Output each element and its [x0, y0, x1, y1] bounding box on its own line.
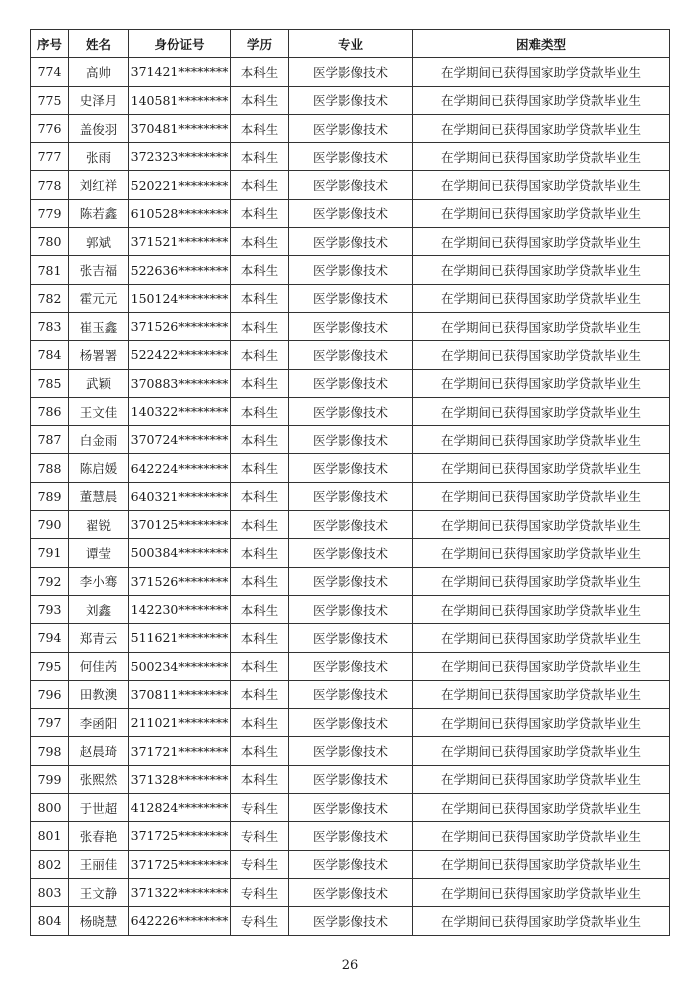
- cell-name: 刘红祥: [69, 171, 129, 199]
- cell-index: 781: [31, 256, 69, 284]
- cell-education: 专科生: [231, 850, 289, 878]
- cell-name: 高帅: [69, 58, 129, 86]
- cell-major: 医学影像技术: [289, 58, 413, 86]
- table-row: [31, 907, 670, 935]
- cell-name: 白金雨: [69, 426, 129, 454]
- header-id-number: 身份证号: [129, 30, 231, 58]
- cell-education: 本科生: [231, 58, 289, 86]
- table-row: [31, 312, 670, 340]
- table-row: [31, 284, 670, 312]
- cell-difficulty-type: 在学期间已获得国家助学贷款毕业生: [413, 567, 670, 595]
- cell-major: 医学影像技术: [289, 171, 413, 199]
- table-row: [31, 199, 670, 227]
- cell-id-number: 642226********: [129, 907, 231, 935]
- cell-id-number: 371421********: [129, 58, 231, 86]
- cell-education: 本科生: [231, 511, 289, 539]
- cell-major: 医学影像技术: [289, 652, 413, 680]
- cell-index: 795: [31, 652, 69, 680]
- cell-difficulty-type: 在学期间已获得国家助学贷款毕业生: [413, 709, 670, 737]
- cell-index: 787: [31, 426, 69, 454]
- cell-difficulty-type: 在学期间已获得国家助学贷款毕业生: [413, 426, 670, 454]
- cell-major: 医学影像技术: [289, 595, 413, 623]
- cell-name: 杨署署: [69, 341, 129, 369]
- table-row: [31, 737, 670, 765]
- cell-index: 798: [31, 737, 69, 765]
- header-row: [31, 30, 670, 58]
- cell-education: 专科生: [231, 878, 289, 906]
- cell-education: 本科生: [231, 454, 289, 482]
- cell-id-number: 371521********: [129, 228, 231, 256]
- cell-difficulty-type: 在学期间已获得国家助学贷款毕业生: [413, 341, 670, 369]
- cell-major: 医学影像技术: [289, 765, 413, 793]
- cell-major: 医学影像技术: [289, 199, 413, 227]
- table-body: [31, 58, 670, 935]
- cell-major: 医学影像技术: [289, 680, 413, 708]
- cell-education: 本科生: [231, 595, 289, 623]
- cell-education: 本科生: [231, 426, 289, 454]
- cell-id-number: 500384********: [129, 539, 231, 567]
- table-row: [31, 369, 670, 397]
- cell-difficulty-type: 在学期间已获得国家助学贷款毕业生: [413, 312, 670, 340]
- cell-difficulty-type: 在学期间已获得国家助学贷款毕业生: [413, 850, 670, 878]
- cell-difficulty-type: 在学期间已获得国家助学贷款毕业生: [413, 228, 670, 256]
- cell-id-number: 370724********: [129, 426, 231, 454]
- cell-name: 崔玉鑫: [69, 312, 129, 340]
- cell-name: 王文佳: [69, 397, 129, 425]
- table-row: [31, 765, 670, 793]
- cell-id-number: 500234********: [129, 652, 231, 680]
- cell-major: 医学影像技术: [289, 539, 413, 567]
- cell-index: 792: [31, 567, 69, 595]
- table-row: [31, 426, 670, 454]
- cell-name: 霍元元: [69, 284, 129, 312]
- cell-index: 786: [31, 397, 69, 425]
- table-row: [31, 850, 670, 878]
- header-index: 序号: [31, 30, 69, 58]
- cell-major: 医学影像技术: [289, 114, 413, 142]
- table-row: [31, 794, 670, 822]
- cell-major: 医学影像技术: [289, 850, 413, 878]
- cell-id-number: 372323********: [129, 143, 231, 171]
- cell-id-number: 370811********: [129, 680, 231, 708]
- table-row: [31, 822, 670, 850]
- table-row: [31, 709, 670, 737]
- cell-name: 谭莹: [69, 539, 129, 567]
- table-row: [31, 652, 670, 680]
- cell-education: 专科生: [231, 907, 289, 935]
- cell-education: 本科生: [231, 284, 289, 312]
- cell-name: 武颖: [69, 369, 129, 397]
- cell-education: 本科生: [231, 539, 289, 567]
- cell-education: 专科生: [231, 794, 289, 822]
- student-roster-table: [30, 29, 670, 936]
- cell-difficulty-type: 在学期间已获得国家助学贷款毕业生: [413, 595, 670, 623]
- cell-difficulty-type: 在学期间已获得国家助学贷款毕业生: [413, 624, 670, 652]
- cell-difficulty-type: 在学期间已获得国家助学贷款毕业生: [413, 454, 670, 482]
- cell-name: 盖俊羽: [69, 114, 129, 142]
- cell-id-number: 370125********: [129, 511, 231, 539]
- cell-difficulty-type: 在学期间已获得国家助学贷款毕业生: [413, 114, 670, 142]
- cell-name: 董慧晨: [69, 482, 129, 510]
- cell-difficulty-type: 在学期间已获得国家助学贷款毕业生: [413, 199, 670, 227]
- cell-id-number: 371526********: [129, 567, 231, 595]
- cell-id-number: 371725********: [129, 850, 231, 878]
- cell-index: 774: [31, 58, 69, 86]
- cell-major: 医学影像技术: [289, 397, 413, 425]
- cell-education: 本科生: [231, 709, 289, 737]
- table-row: [31, 143, 670, 171]
- cell-difficulty-type: 在学期间已获得国家助学贷款毕业生: [413, 256, 670, 284]
- cell-education: 本科生: [231, 765, 289, 793]
- table-row: [31, 397, 670, 425]
- cell-education: 本科生: [231, 482, 289, 510]
- cell-major: 医学影像技术: [289, 907, 413, 935]
- cell-id-number: 211021********: [129, 709, 231, 737]
- table-row: [31, 171, 670, 199]
- cell-id-number: 371725********: [129, 822, 231, 850]
- cell-index: 776: [31, 114, 69, 142]
- cell-id-number: 371322********: [129, 878, 231, 906]
- cell-education: 本科生: [231, 341, 289, 369]
- cell-index: 790: [31, 511, 69, 539]
- cell-name: 李函阳: [69, 709, 129, 737]
- table-row: [31, 680, 670, 708]
- cell-education: 本科生: [231, 567, 289, 595]
- cell-id-number: 370883********: [129, 369, 231, 397]
- cell-name: 王文静: [69, 878, 129, 906]
- cell-index: 796: [31, 680, 69, 708]
- cell-index: 785: [31, 369, 69, 397]
- cell-index: 794: [31, 624, 69, 652]
- cell-name: 赵晨琦: [69, 737, 129, 765]
- cell-id-number: 412824********: [129, 794, 231, 822]
- cell-major: 医学影像技术: [289, 624, 413, 652]
- cell-index: 799: [31, 765, 69, 793]
- table-row: [31, 482, 670, 510]
- cell-index: 783: [31, 312, 69, 340]
- cell-name: 杨晓慧: [69, 907, 129, 935]
- cell-difficulty-type: 在学期间已获得国家助学贷款毕业生: [413, 397, 670, 425]
- cell-difficulty-type: 在学期间已获得国家助学贷款毕业生: [413, 539, 670, 567]
- cell-index: 777: [31, 143, 69, 171]
- table-row: [31, 454, 670, 482]
- cell-difficulty-type: 在学期间已获得国家助学贷款毕业生: [413, 765, 670, 793]
- cell-major: 医学影像技术: [289, 454, 413, 482]
- table-row: [31, 567, 670, 595]
- cell-education: 专科生: [231, 822, 289, 850]
- header-major: 专业: [289, 30, 413, 58]
- table-row: [31, 624, 670, 652]
- cell-name: 翟锐: [69, 511, 129, 539]
- cell-index: 784: [31, 341, 69, 369]
- cell-index: 791: [31, 539, 69, 567]
- cell-education: 本科生: [231, 228, 289, 256]
- cell-id-number: 150124********: [129, 284, 231, 312]
- cell-id-number: 642224********: [129, 454, 231, 482]
- cell-major: 医学影像技术: [289, 737, 413, 765]
- table-row: [31, 878, 670, 906]
- cell-difficulty-type: 在学期间已获得国家助学贷款毕业生: [413, 143, 670, 171]
- cell-index: 779: [31, 199, 69, 227]
- cell-index: 804: [31, 907, 69, 935]
- cell-name: 张吉福: [69, 256, 129, 284]
- cell-index: 801: [31, 822, 69, 850]
- header-name: 姓名: [69, 30, 129, 58]
- cell-id-number: 520221********: [129, 171, 231, 199]
- cell-name: 陈启媛: [69, 454, 129, 482]
- cell-difficulty-type: 在学期间已获得国家助学贷款毕业生: [413, 794, 670, 822]
- cell-id-number: 370481********: [129, 114, 231, 142]
- cell-major: 医学影像技术: [289, 794, 413, 822]
- cell-major: 医学影像技术: [289, 143, 413, 171]
- cell-name: 张熙然: [69, 765, 129, 793]
- cell-major: 医学影像技术: [289, 878, 413, 906]
- cell-id-number: 511621********: [129, 624, 231, 652]
- cell-major: 医学影像技术: [289, 822, 413, 850]
- cell-major: 医学影像技术: [289, 86, 413, 114]
- cell-name: 郑青云: [69, 624, 129, 652]
- cell-education: 本科生: [231, 652, 289, 680]
- cell-major: 医学影像技术: [289, 256, 413, 284]
- cell-education: 本科生: [231, 171, 289, 199]
- cell-index: 803: [31, 878, 69, 906]
- cell-name: 史泽月: [69, 86, 129, 114]
- cell-name: 刘鑫: [69, 595, 129, 623]
- cell-name: 张春艳: [69, 822, 129, 850]
- cell-major: 医学影像技术: [289, 284, 413, 312]
- cell-index: 802: [31, 850, 69, 878]
- cell-education: 本科生: [231, 737, 289, 765]
- table-row: [31, 228, 670, 256]
- cell-name: 王丽佳: [69, 850, 129, 878]
- cell-name: 张雨: [69, 143, 129, 171]
- cell-index: 793: [31, 595, 69, 623]
- cell-education: 本科生: [231, 199, 289, 227]
- cell-education: 本科生: [231, 86, 289, 114]
- cell-name: 陈若鑫: [69, 199, 129, 227]
- cell-major: 医学影像技术: [289, 369, 413, 397]
- cell-id-number: 142230********: [129, 595, 231, 623]
- cell-difficulty-type: 在学期间已获得国家助学贷款毕业生: [413, 878, 670, 906]
- cell-name: 何佳芮: [69, 652, 129, 680]
- cell-education: 本科生: [231, 624, 289, 652]
- cell-difficulty-type: 在学期间已获得国家助学贷款毕业生: [413, 482, 670, 510]
- cell-education: 本科生: [231, 256, 289, 284]
- cell-id-number: 371328********: [129, 765, 231, 793]
- cell-index: 775: [31, 86, 69, 114]
- cell-difficulty-type: 在学期间已获得国家助学贷款毕业生: [413, 680, 670, 708]
- cell-id-number: 610528********: [129, 199, 231, 227]
- cell-education: 本科生: [231, 312, 289, 340]
- cell-education: 本科生: [231, 369, 289, 397]
- cell-index: 778: [31, 171, 69, 199]
- table-row: [31, 539, 670, 567]
- cell-difficulty-type: 在学期间已获得国家助学贷款毕业生: [413, 369, 670, 397]
- cell-difficulty-type: 在学期间已获得国家助学贷款毕业生: [413, 737, 670, 765]
- cell-education: 本科生: [231, 143, 289, 171]
- cell-name: 郭斌: [69, 228, 129, 256]
- table-row: [31, 595, 670, 623]
- cell-education: 本科生: [231, 114, 289, 142]
- cell-difficulty-type: 在学期间已获得国家助学贷款毕业生: [413, 171, 670, 199]
- cell-major: 医学影像技术: [289, 426, 413, 454]
- cell-difficulty-type: 在学期间已获得国家助学贷款毕业生: [413, 652, 670, 680]
- cell-major: 医学影像技术: [289, 482, 413, 510]
- cell-id-number: 371721********: [129, 737, 231, 765]
- cell-id-number: 140322********: [129, 397, 231, 425]
- table-row: [31, 114, 670, 142]
- cell-difficulty-type: 在学期间已获得国家助学贷款毕业生: [413, 907, 670, 935]
- cell-index: 797: [31, 709, 69, 737]
- cell-education: 本科生: [231, 397, 289, 425]
- table-row: [31, 58, 670, 86]
- cell-major: 医学影像技术: [289, 341, 413, 369]
- cell-difficulty-type: 在学期间已获得国家助学贷款毕业生: [413, 284, 670, 312]
- header-education: 学历: [231, 30, 289, 58]
- table-row: [31, 341, 670, 369]
- cell-difficulty-type: 在学期间已获得国家助学贷款毕业生: [413, 511, 670, 539]
- cell-major: 医学影像技术: [289, 511, 413, 539]
- cell-id-number: 371526********: [129, 312, 231, 340]
- cell-id-number: 522422********: [129, 341, 231, 369]
- cell-index: 780: [31, 228, 69, 256]
- table-row: [31, 256, 670, 284]
- cell-major: 医学影像技术: [289, 567, 413, 595]
- cell-difficulty-type: 在学期间已获得国家助学贷款毕业生: [413, 822, 670, 850]
- cell-name: 李小骞: [69, 567, 129, 595]
- cell-difficulty-type: 在学期间已获得国家助学贷款毕业生: [413, 58, 670, 86]
- cell-major: 医学影像技术: [289, 312, 413, 340]
- header-difficulty-type: 困难类型: [413, 30, 670, 58]
- cell-name: 田教澳: [69, 680, 129, 708]
- cell-id-number: 140581********: [129, 86, 231, 114]
- cell-major: 医学影像技术: [289, 228, 413, 256]
- cell-index: 800: [31, 794, 69, 822]
- cell-id-number: 640321********: [129, 482, 231, 510]
- cell-major: 医学影像技术: [289, 709, 413, 737]
- cell-index: 789: [31, 482, 69, 510]
- page-number: 26: [341, 958, 359, 973]
- cell-id-number: 522636********: [129, 256, 231, 284]
- table-row: [31, 511, 670, 539]
- cell-name: 于世超: [69, 794, 129, 822]
- table-row: [31, 86, 670, 114]
- cell-index: 782: [31, 284, 69, 312]
- cell-education: 本科生: [231, 680, 289, 708]
- cell-difficulty-type: 在学期间已获得国家助学贷款毕业生: [413, 86, 670, 114]
- cell-index: 788: [31, 454, 69, 482]
